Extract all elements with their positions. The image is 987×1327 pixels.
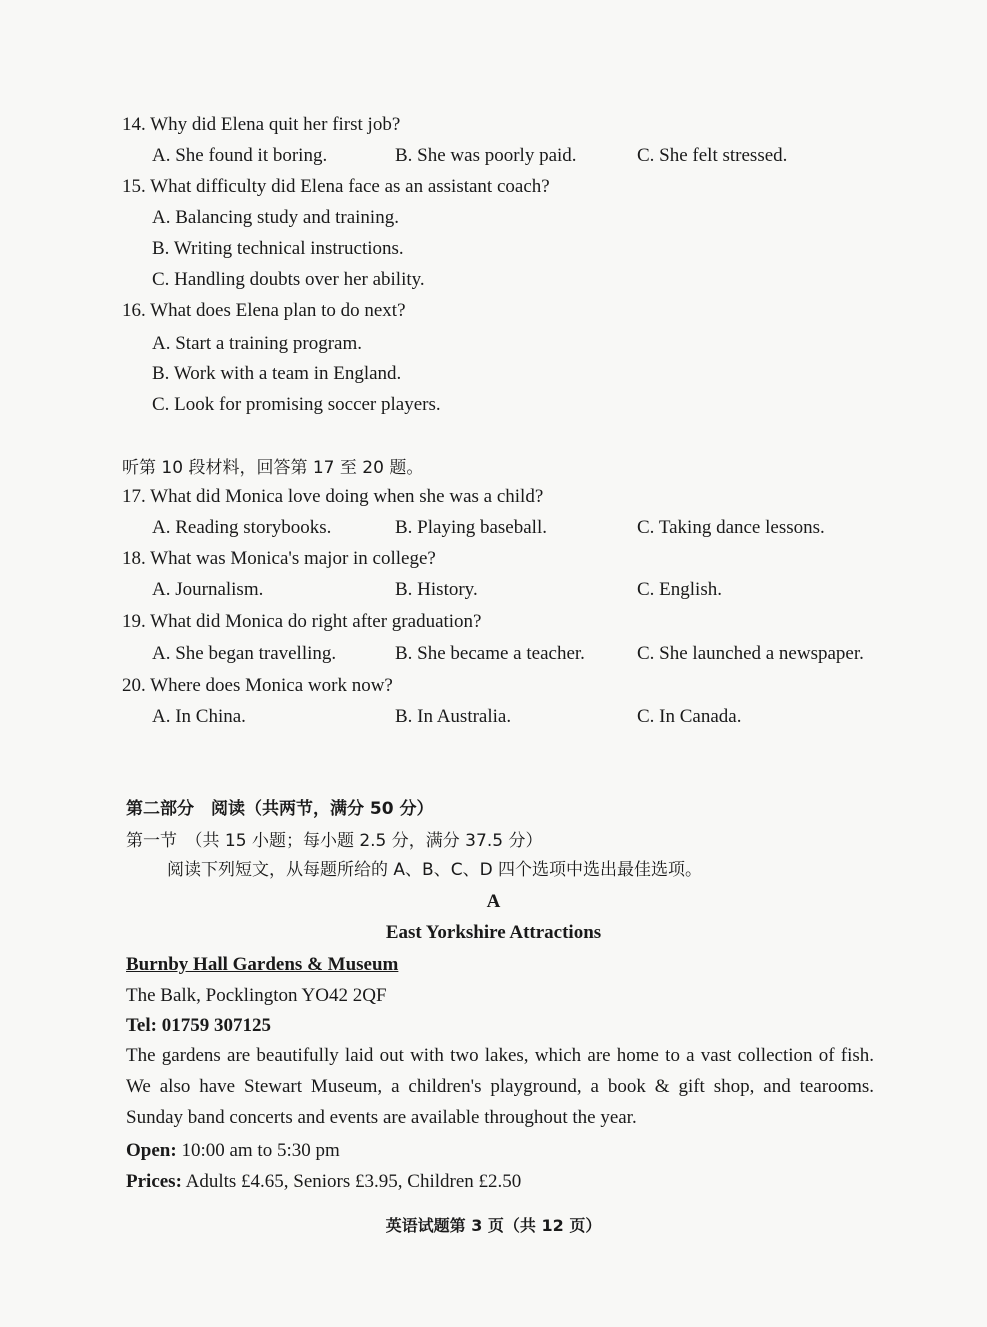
question-15-option-b: B. Writing technical instructions. — [152, 238, 404, 259]
reading-part-title: 第二部分 阅读（共两节，满分 50 分） — [126, 799, 434, 819]
question-15-option-a: A. Balancing study and training. — [152, 207, 399, 228]
attraction-description: The gardens are beautifully laid out with two lakes, which are home to a vast collection of fish. We also have Stewart Museum, a children's playground, a book & gift shop, and tearooms. Sunday band concerts and events are available throughout the year. — [126, 1045, 874, 1128]
question-18-stem: 18. What was Monica's major in college? — [122, 548, 436, 569]
section-10-instruction: 听第 10 段材料，回答第 17 至 20 题。 — [122, 458, 424, 478]
attraction-tel: Tel: 01759 307125 — [126, 1015, 271, 1036]
question-16-option-b: B. Work with a team in England. — [152, 363, 402, 384]
question-17-option-a: A. Reading storybooks. — [152, 517, 332, 538]
question-19-option-a: A. She began travelling. — [152, 643, 337, 664]
reading-instruction: 阅读下列短文，从每题所给的 A、B、C、D 四个选项中选出最佳选项。 — [167, 860, 703, 880]
attraction-name: Burnby Hall Gardens & Museum — [126, 954, 399, 975]
question-17-option-c: C. Taking dance lessons. — [637, 517, 825, 538]
question-20-option-b: B. In Australia. — [395, 706, 512, 727]
question-20-option-c: C. In Canada. — [637, 706, 742, 727]
question-20-option-a: A. In China. — [152, 706, 246, 727]
question-16-option-a: A. Start a training program. — [152, 333, 363, 354]
question-19-option-c: C. She launched a newspaper. — [637, 643, 864, 664]
attraction-prices — [126, 1170, 521, 1194]
prices-label: Prices: — [126, 1171, 182, 1192]
question-14-stem: 14. Why did Elena quit her first job? — [122, 114, 401, 135]
passage-letter: A — [486, 891, 501, 912]
question-14-option-c: C. She felt stressed. — [637, 145, 788, 166]
attraction-address: The Balk, Pocklington YO42 2QF — [126, 985, 387, 1006]
question-20-stem: 20. Where does Monica work now? — [122, 675, 393, 696]
question-18-option-c: C. English. — [637, 579, 722, 600]
open-label: Open: — [126, 1140, 177, 1161]
question-15-stem: 15. What difficulty did Elena face as an assistant coach? — [122, 176, 550, 197]
question-17-option-b: B. Playing baseball. — [395, 517, 547, 538]
question-16-option-c: C. Look for promising soccer players. — [152, 394, 441, 415]
question-18-option-b: B. History. — [395, 579, 478, 600]
page-footer: 英语试题第 3 页（共 12 页） — [385, 1216, 602, 1235]
question-17-stem: 17. What did Monica love doing when she was a child? — [122, 486, 544, 507]
reading-section-title: 第一节 （共 15 小题；每小题 2.5 分，满分 37.5 分） — [126, 831, 543, 851]
prices-value: Adults £4.65, Seniors £3.95, Children £2.50 — [185, 1171, 522, 1192]
question-19-option-b: B. She became a teacher. — [395, 643, 585, 664]
question-18-option-a: A. Journalism. — [152, 579, 264, 600]
question-14-option-b: B. She was poorly paid. — [395, 145, 577, 166]
question-16-stem: 16. What does Elena plan to do next? — [122, 300, 406, 321]
question-19-stem: 19. What did Monica do right after graduation? — [122, 611, 482, 632]
passage-title: East Yorkshire Attractions — [385, 922, 602, 943]
attraction-open — [126, 1139, 340, 1163]
question-14-option-a: A. She found it boring. — [152, 145, 328, 166]
open-value: 10:00 am to 5:30 pm — [181, 1140, 340, 1161]
question-15-option-c: C. Handling doubts over her ability. — [152, 269, 425, 290]
